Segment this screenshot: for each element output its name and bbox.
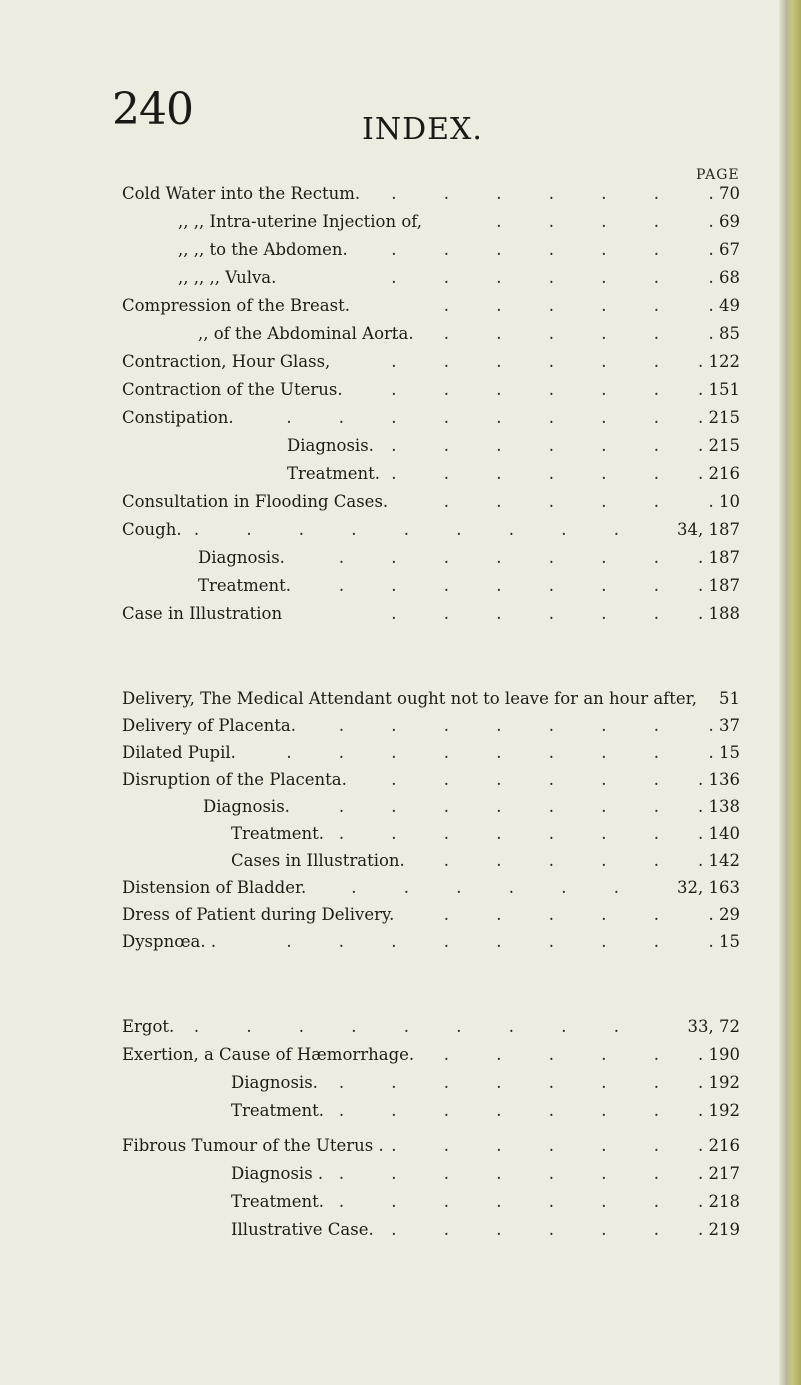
leader-dots: . . . . . . .	[338, 548, 680, 567]
entry-term: Diagnosis.	[287, 436, 374, 455]
leader-dots: . . . . . . .	[338, 1073, 680, 1092]
leader-dots: . . . . . . . .	[286, 408, 680, 427]
entry-page: . 69	[708, 212, 740, 231]
leader-dots: . . . . . . .	[338, 576, 680, 595]
entry-page: . 215	[698, 436, 740, 455]
page-number: 240	[112, 84, 193, 135]
entry-page: . 15	[708, 932, 740, 951]
entry-page: . 49	[708, 296, 740, 315]
entry-term: Treatment.	[231, 1101, 325, 1120]
entry-term: Cases in Illustration.	[231, 851, 405, 870]
entry-page: 34, 187	[677, 520, 740, 539]
leader-dots: . . . . . .	[391, 604, 680, 623]
leader-dots: . . . . .	[443, 1045, 680, 1064]
leader-dots: . . . . . .	[391, 240, 680, 259]
entry-page: . 216	[698, 1136, 740, 1155]
entry-term: Dress of Patient during Delivery.	[122, 905, 395, 924]
entry-term: Cough.	[122, 520, 182, 539]
entry-term: Illustrative Case.	[231, 1220, 374, 1239]
leader-dots: . . . . . .	[391, 380, 680, 399]
leader-dots: . . . . .	[443, 296, 680, 315]
leader-dots: . . . . . .	[391, 464, 680, 483]
leader-dots: . . . . . .	[391, 352, 680, 371]
entry-term: ,, ,, to the Abdomen.	[178, 240, 348, 259]
entry-term: Diagnosis.	[231, 1073, 318, 1092]
entry-page: . 67	[708, 240, 740, 259]
entry-page: . 190	[698, 1045, 740, 1064]
entry-term: Delivery, The Medical Attendant ought not to leave for an hour after,	[122, 689, 698, 708]
leader-dots: . . . . . . .	[338, 1101, 680, 1120]
entry-term: Diagnosis.	[203, 797, 290, 816]
entry-term: Compression of the Breast.	[122, 296, 350, 315]
entry-term: Diagnosis.	[198, 548, 285, 567]
entry-page: 33, 72	[687, 1017, 740, 1036]
entry-page: . 218	[698, 1192, 740, 1211]
entry-page: . 138	[698, 797, 740, 816]
entry-term: Treatment.	[231, 1192, 325, 1211]
leader-dots: . . . . . .	[391, 436, 680, 455]
entry-term: Contraction of the Uterus.	[122, 380, 343, 399]
leader-dots: . . . . . . .	[338, 1192, 680, 1211]
entry-page: . 68	[708, 268, 740, 287]
entry-term: Treatment.	[198, 576, 292, 595]
entry-term: Contraction, Hour Glass,	[122, 352, 331, 371]
leader-dots: . . . . . .	[351, 878, 640, 897]
entry-page: . 15	[708, 743, 740, 762]
entry-term: Treatment.	[287, 464, 381, 483]
entry-term: Distension of Bladder.	[122, 878, 307, 897]
entry-term: Dyspnœa. .	[122, 932, 217, 951]
leader-dots: . . . . . . .	[338, 824, 680, 843]
entry-term: Constipation.	[122, 408, 234, 427]
entry-term: Case in Illustration	[122, 604, 283, 623]
entry-page: . 122	[698, 352, 740, 371]
entry-page: 32, 163	[677, 878, 740, 897]
leader-dots: . . . . . . . . .	[193, 1017, 640, 1036]
entry-page: . 70	[708, 184, 740, 203]
entry-term: ,, ,, Intra-uterine Injection of,	[178, 212, 423, 231]
entry-term: Delivery of Placenta.	[122, 716, 296, 735]
entry-term: Dilated Pupil.	[122, 743, 236, 762]
entry-page: . 85	[708, 324, 740, 343]
leader-dots: . . . . . . . .	[286, 743, 680, 762]
leader-dots: . . . . . .	[391, 1136, 680, 1155]
entry-term: Consultation in Flooding Cases.	[122, 492, 389, 511]
entry-page: . 142	[698, 851, 740, 870]
entry-page: . 219	[698, 1220, 740, 1239]
entry-page: . 136	[698, 770, 740, 789]
entry-page: . 192	[698, 1101, 740, 1120]
leader-dots: . . . . . .	[391, 268, 680, 287]
leader-dots: . . . . . . . .	[286, 932, 680, 951]
entry-term: Fibrous Tumour of the Uterus .	[122, 1136, 384, 1155]
entry-term: ,, ,, ,, Vulva.	[178, 268, 277, 287]
entry-page: . 188	[698, 604, 740, 623]
entry-term: Disruption of the Placenta.	[122, 770, 347, 789]
leader-dots: . . . . . . .	[338, 797, 680, 816]
leader-dots: . . . . .	[443, 905, 680, 924]
entry-term: Exertion, a Cause of Hæmorrhage.	[122, 1045, 415, 1064]
entry-page: . 192	[698, 1073, 740, 1092]
entry-page: . 187	[698, 548, 740, 567]
entry-term: Diagnosis .	[231, 1164, 324, 1183]
leader-dots: . . . . . . .	[338, 716, 680, 735]
leader-dots: . . . . . .	[391, 184, 680, 203]
page-title: INDEX.	[362, 112, 483, 147]
leader-dots: . . . . . . .	[338, 1164, 680, 1183]
leader-dots: . . . . . .	[391, 770, 680, 789]
entry-page: . 151	[698, 380, 740, 399]
entry-page: . 37	[708, 716, 740, 735]
leader-dots: . . . .	[496, 212, 680, 231]
leader-dots: . . . . . . . . .	[193, 520, 640, 539]
leader-dots: . . . . .	[443, 492, 680, 511]
page-edge	[779, 0, 801, 1385]
leader-dots: . . . . .	[443, 851, 680, 870]
leader-dots: . . . . . .	[391, 1220, 680, 1239]
entry-page: . 217	[698, 1164, 740, 1183]
entry-page: . 29	[708, 905, 740, 924]
page-column-heading: PAGE	[696, 167, 740, 183]
entry-page: . 10	[708, 492, 740, 511]
entry-page: . 215	[698, 408, 740, 427]
entry-term: Treatment.	[231, 824, 325, 843]
leader-dots: . . . . . .	[391, 324, 680, 343]
entry-term: ,, of the Abdominal Aorta.	[198, 324, 414, 343]
entry-page: 51	[719, 689, 740, 708]
entry-page: . 216	[698, 464, 740, 483]
entry-page: . 187	[698, 576, 740, 595]
entry-page: . 140	[698, 824, 740, 843]
entry-term: Ergot.	[122, 1017, 175, 1036]
entry-term: Cold Water into the Rectum.	[122, 184, 361, 203]
